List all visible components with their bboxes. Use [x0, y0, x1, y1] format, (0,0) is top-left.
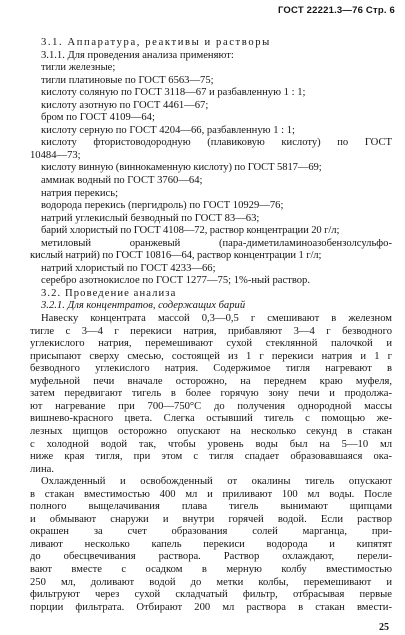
- text-line: лина.: [30, 463, 54, 475]
- text-line: аммиак водный по ГОСТ 3760—64;: [41, 175, 203, 187]
- text-line: кислоту винную (виннокаменную кислоту) по ГОСТ 5817—69;: [41, 162, 322, 174]
- text-line: ют нагревание при 700—750°С до получения однородной массы: [30, 400, 392, 412]
- text-line: барий хлористый по ГОСТ 4108—72, раствор концентрации 20 г/л;: [41, 225, 340, 237]
- text-line: тигли платиновые по ГОСТ 6563—75;: [41, 74, 214, 86]
- text-line: тигле с 3—4 г перекиси натрия, прибавляют 3—4 г безводного: [30, 325, 392, 337]
- text-line: вишнево-красного цвета. Слегка остывший тигель с помощью же-: [30, 413, 392, 425]
- text-line: присыпают сверху смесью, состоящей из 1 г перекиси натрия и 1 г: [30, 350, 392, 362]
- text-line: тигли железные;: [41, 62, 116, 74]
- text-line: водорода перекись (пергидроль) по ГОСТ 10929—76;: [41, 200, 284, 212]
- page-number: 25: [379, 622, 389, 633]
- text-line: ливают несколько капель перекиси водорода и кипятят: [30, 538, 392, 550]
- text-line: 10484—73;: [30, 149, 81, 161]
- text-line: лезных щипцов осторожно опускают на несколько секунд в стакан: [30, 425, 392, 437]
- text-line: углекислого натрия, перемешивают сухой стеклянной палочкой и: [30, 338, 392, 350]
- text-line: серебро азотнокислое по ГОСТ 1277—75; 1%-ный раствор.: [41, 275, 310, 287]
- text-line: ниже края тигля, при этом с тигля спадает образовавшаяся ока-: [30, 451, 392, 463]
- section-heading: 3.1. Аппаратура, реактивы и растворы: [41, 37, 271, 48]
- text-line: 250 мл, доливают водой до метки колбы, перемешивают и: [30, 576, 392, 588]
- text-line: безводного углекислого натрия. Содержимое тигля нагревают в: [30, 363, 392, 375]
- text-line: затем передвигают тигель в более горячую зону печи и продолжа-: [30, 388, 392, 400]
- text-line: натрий хлористый по ГОСТ 4233—66;: [41, 262, 216, 274]
- subsection-heading: 3.2.1. Для концентратов, содержащих барий: [41, 300, 246, 312]
- text-line: 3.1.1. Для проведения анализа применяют:: [41, 49, 234, 61]
- text-line: Навеску концентрата массой 0,3—0,5 г смешивают в железном: [41, 313, 392, 325]
- text-line: кислоту азотную по ГОСТ 4461—67;: [41, 99, 209, 111]
- text-line: бром по ГОСТ 4109—64;: [41, 112, 155, 124]
- text-line: кислоту соляную по ГОСТ 3118—67 и разбавленную 1 : 1;: [41, 87, 306, 99]
- text-line: метиловый оранжевый (пара-диметиламиноазобензолсульфо-: [41, 237, 392, 249]
- text-line: до обесцвечивания раствора. Раствор охлаждают, перели-: [30, 551, 392, 563]
- text-line: порции фильтрата. Отбирают 200 мл раствора в стакан вмести-: [30, 601, 392, 613]
- text-line: в стакан вместимостью 400 мл и приливают 100 мл воды. После: [30, 488, 392, 500]
- text-line: полного выщелачивания плава тигель вынимают щипцами: [30, 501, 392, 513]
- running-header: ГОСТ 22221.3—76 Стр. 6: [277, 5, 395, 16]
- text-line: натрия перекись;: [41, 187, 119, 199]
- text-line: с холодной водой так, чтобы уровень воды был на 5—10 мл: [30, 438, 392, 450]
- text-line: Охлажденный и освобожденный от окалины тигель опускают: [41, 476, 392, 488]
- text-line: натрий углекислый безводный по ГОСТ 83—63;: [41, 212, 260, 224]
- body-text: [30, 37, 392, 614]
- text-line: вают вместе с осадком в мерную колбу вместимостью: [30, 563, 392, 575]
- section-heading: 3.2. Проведение анализа: [41, 287, 177, 299]
- text-line: кислоту серную по ГОСТ 4204—66, разбавленную 1 : 1;: [41, 124, 295, 136]
- text-line: кислоту фтористоводородную (плавиковую кислоту) по ГОСТ: [41, 137, 392, 149]
- text-line: и обмывают снаружи и внутри горячей водой. Если раствор: [30, 513, 392, 525]
- text-line: окрашен за счет образования солей марганца, при-: [30, 526, 392, 538]
- text-line: кислый натрий) по ГОСТ 10816—64, раствор концентрации 1 г/л;: [30, 250, 322, 262]
- text-line: муфельной печи вначале осторожно, на переднем краю муфеля,: [30, 375, 392, 387]
- text-line: фильтруют через сухой складчатый фильтр, отбрасывая первые: [30, 589, 392, 601]
